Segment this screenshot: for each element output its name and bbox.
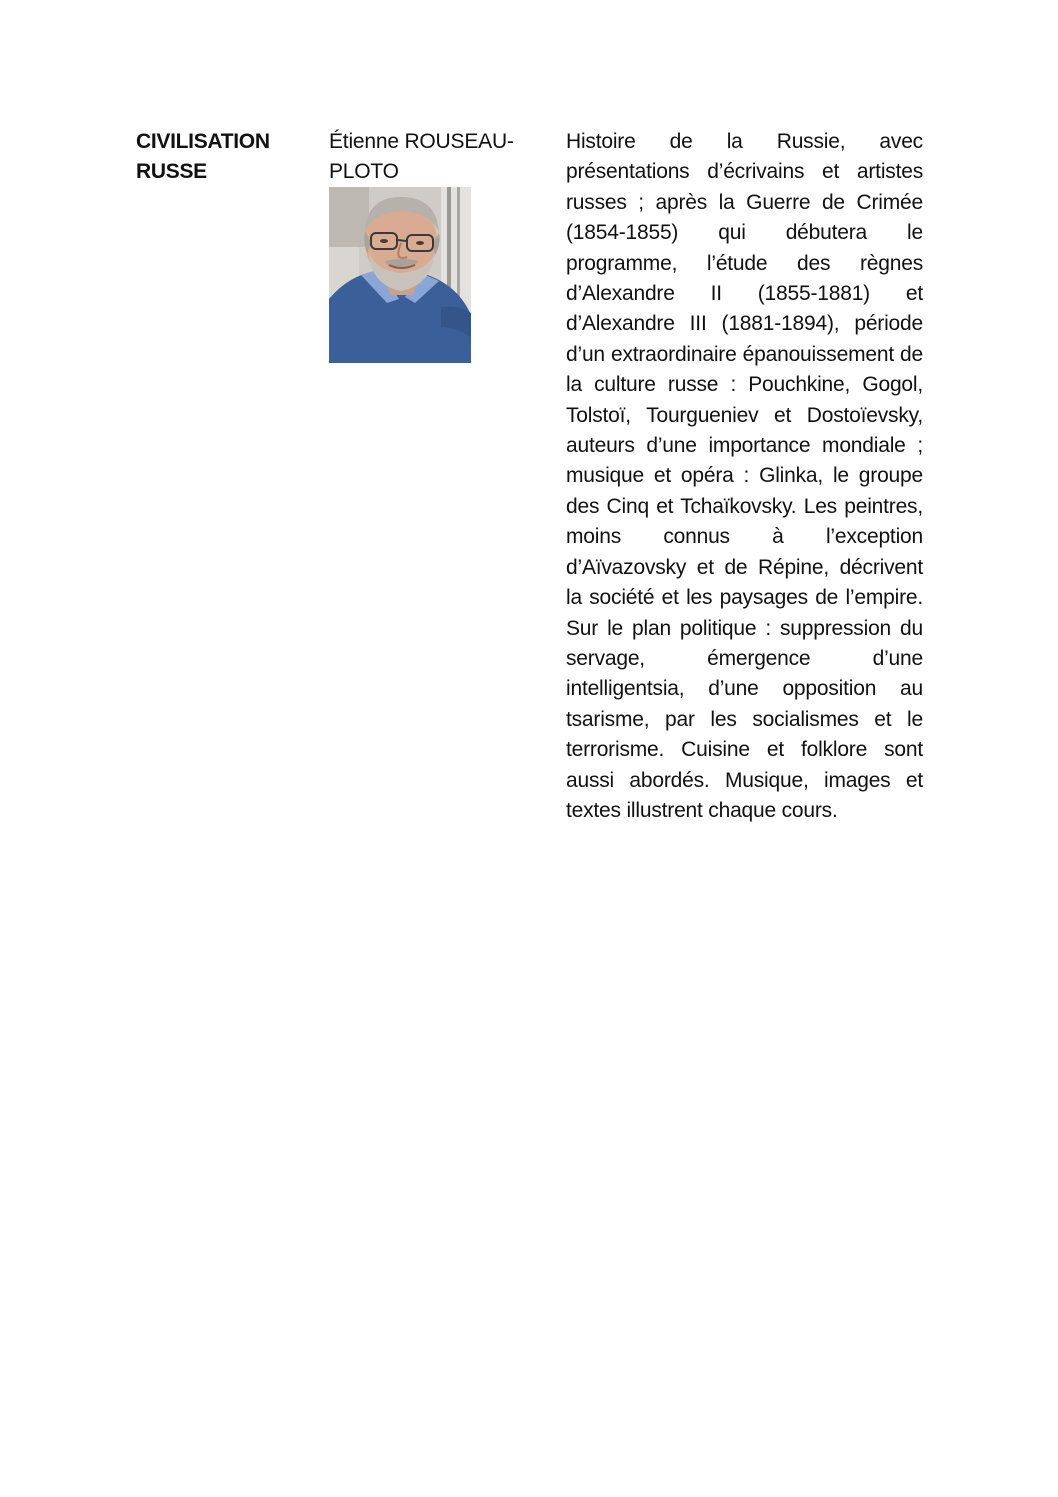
course-title-line-1: CIVILISATION	[136, 130, 270, 153]
teacher-portrait-photo	[329, 187, 471, 363]
course-title	[136, 127, 296, 187]
teacher-name-line-2: PLOTO	[329, 160, 399, 183]
teacher-name	[329, 127, 529, 187]
teacher-name-line-1: Étienne ROUSEAU-	[329, 130, 514, 153]
teacher-column	[329, 127, 529, 363]
portrait-illustration	[329, 187, 471, 363]
course-description: Histoire de la Russie, avec présentations d’écrivains et artistes russes ; après la Guerre de Crimée (1854-1855) qui débutera le programme, l’étude des règnes d’Alexandre II (1855-1881) et d’Alexandre III (1881-1894), période d’un extraordinaire épanouissement de la culture russe : Pouchkine, Gogol, Tolstoï, Tourgueniev et Dostoïevsky, auteurs d’une importance mondiale ; musique et opéra : Glinka, le groupe des Cinq et Tchaïkovsky. Les peintres, moins connus à l’exception d’Aïvazovsky et de Répine, décrivent la société et les paysages de l’empire. Sur le plan politique : suppression du servage, émergence d’une intelligentsia, d’une opposition au tsarisme, par les socialismes et le terrorisme. Cuisine et folklore sont aussi abordés. Musique, images et textes illustrent chaque cours.	[566, 130, 923, 822]
course-title-line-2: RUSSE	[136, 160, 207, 183]
